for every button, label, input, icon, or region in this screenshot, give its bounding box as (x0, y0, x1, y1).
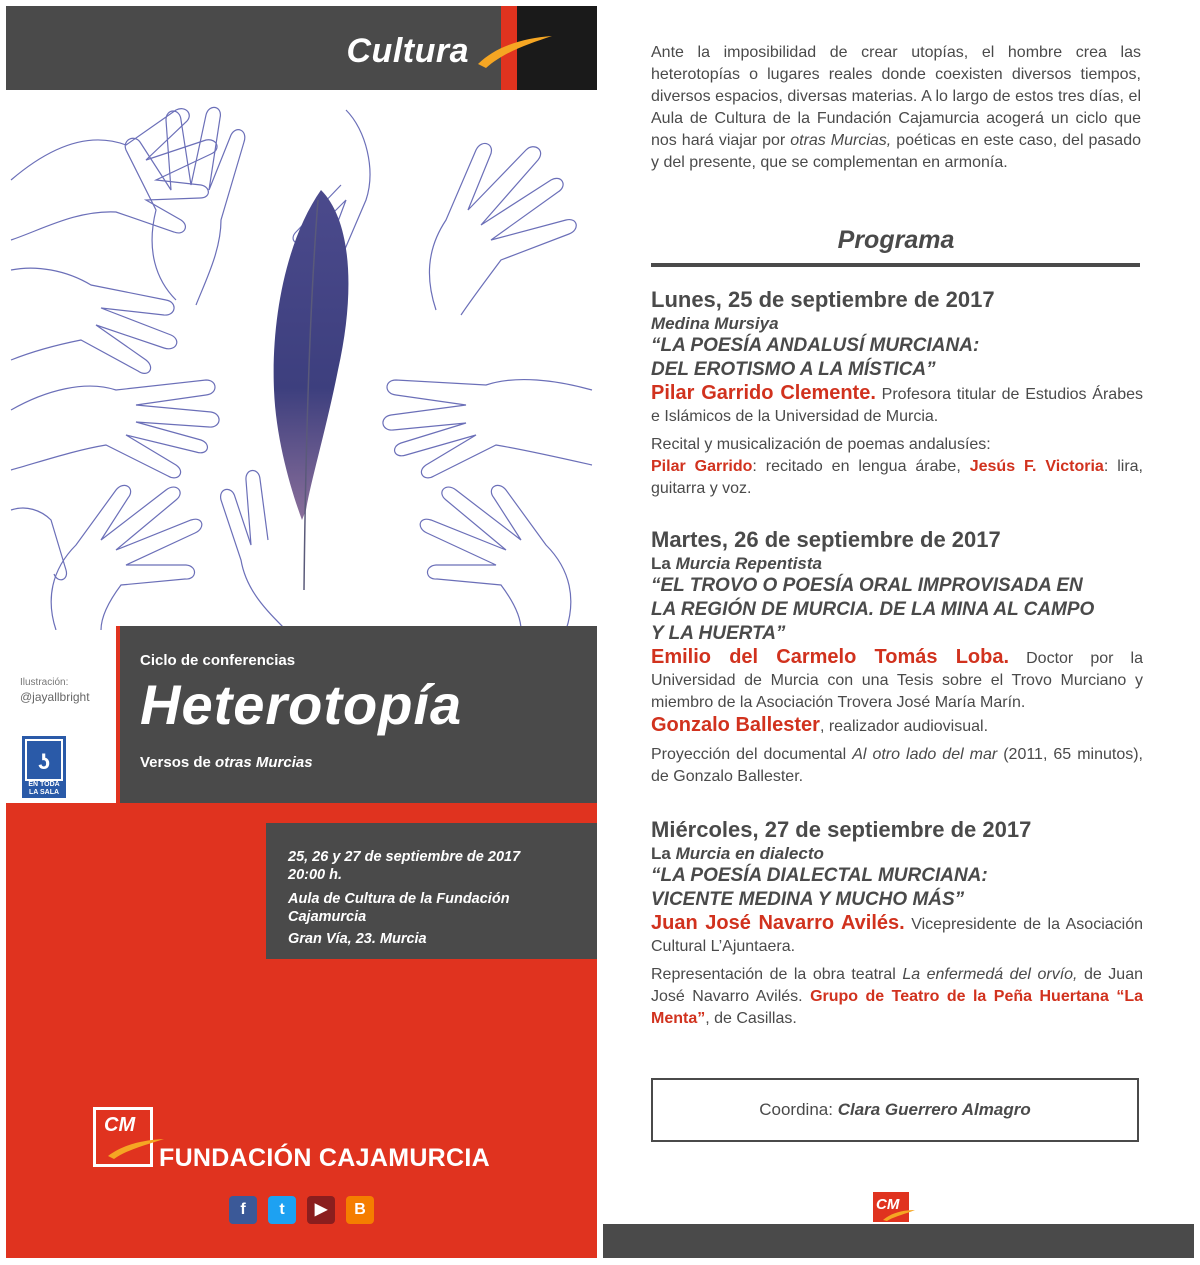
speaker2-desc: , realizador audiovisual. (819, 718, 989, 735)
footer-bar (603, 1224, 1194, 1258)
series-prefix: La (651, 844, 676, 863)
speaker-name: Pilar Garrido Clemente. (651, 382, 876, 404)
event-tuesday (651, 526, 1143, 788)
venue-line-1: Aula de Cultura de la Fundación (288, 891, 510, 907)
venue-line-2: Cajamurcia (288, 909, 367, 925)
cm-logo-text: CM (104, 1114, 136, 1136)
event-day: Miércoles, 27 de septiembre de 2017 (651, 817, 1032, 842)
event-day: Martes, 26 de septiembre de 2017 (651, 527, 1001, 552)
event-note (651, 434, 1143, 500)
main-title: Heterotopía (140, 673, 463, 736)
facebook-icon[interactable]: f (229, 1196, 257, 1224)
subtitle-italic: otras Murcias (215, 754, 313, 771)
event-note (651, 964, 1143, 1030)
speaker-desc: Vicepresidente de la Asociación Cultural L’Ajuntaera. (651, 916, 1144, 955)
foundation-name: FUNDACIÓN CAJAMURCIA (159, 1144, 490, 1172)
cm-swoosh-icon (106, 1136, 166, 1160)
speaker-name: Juan José Navarro Avilés. (651, 912, 905, 934)
note-text-1: : recitado en lengua árabe, (752, 458, 970, 475)
event-wednesday (651, 816, 1143, 1030)
talk-title-2: DEL EROTISMO A LA MÍSTICA” (651, 359, 936, 380)
credit-label: Ilustración: (20, 677, 69, 688)
youtube-icon[interactable]: ▶ (307, 1196, 335, 1224)
event-info-block (266, 823, 597, 959)
program-page (603, 6, 1194, 1258)
play-title: La enfermedá del orvío, (902, 966, 1078, 983)
event-series (651, 843, 1143, 864)
hearing-loop-icon: ʖ (25, 739, 63, 781)
hearing-label-1: EN TODA (28, 781, 60, 788)
speaker-2 (651, 714, 1143, 738)
flyer-cover (6, 6, 597, 1258)
series-italic: Medina Mursiya (651, 314, 779, 333)
hearing-label-2: LA SALA (28, 789, 60, 796)
cm-small-swoosh-icon (881, 1208, 917, 1222)
event-day: Lunes, 25 de septiembre de 2017 (651, 287, 995, 312)
header-bar (6, 6, 597, 90)
film-title: Al otro lado del mar (852, 746, 998, 763)
hearing-loop-badge (22, 736, 66, 798)
note-text-a: Representación de la obra teatral (651, 966, 903, 983)
coordinator-box (651, 1078, 1139, 1142)
talk-title-1: “EL TROVO O POESÍA ORAL IMPROVISADA EN (651, 575, 1083, 596)
talk-title-2: VICENTE MEDINA Y MUCHO MÁS” (651, 889, 965, 910)
illustration-credit (20, 676, 90, 704)
performer-1: Pilar Garrido (651, 458, 753, 475)
event-monday (651, 286, 1143, 500)
event-dates: 25, 26 y 27 de septiembre de 2017 (288, 849, 521, 865)
note-intro: Recital y musicalización de poemas andalusíes: (651, 436, 991, 453)
speaker-desc: Doctor por la Universidad de Murcia con una Tesis sobre el Trovo Murciano y miembro de la Asociación Trovera José María Marín. (651, 650, 1143, 711)
event-series (651, 313, 1143, 334)
subtitle (140, 754, 313, 771)
cm-logo-small (873, 1192, 909, 1222)
speaker2-name: Gonzalo Ballester (651, 714, 820, 736)
performer-2: Jesús F. Victoria (969, 458, 1104, 475)
theatre-group: Grupo de Teatro de la Peña Huertana “La Menta” (651, 988, 1143, 1027)
hands-feather-illustration (6, 90, 597, 630)
speaker-desc: Profesora titular de Estudios Árabes e Islámicos de la Universidad de Murcia. (651, 386, 1144, 425)
event-series (651, 553, 1143, 574)
credit-handle: @jayallbright (20, 690, 90, 704)
note-text-b: (2011, 65 minutos), de Gonzalo Ballester. (651, 746, 1144, 785)
swoosh-icon (476, 30, 556, 70)
speaker (651, 912, 1143, 958)
talk-title-3: Y LA HUERTA” (651, 623, 786, 644)
subtitle-prefix: Versos de (140, 754, 216, 771)
coordinator-label: Coordina: (759, 1100, 838, 1119)
intro-text-a: Ante la imposibilidad de crear utopías, el hombre crea las heterotopías o lugares reales donde coexisten diversos tiempos, diversos espacios, diversas materias. A lo largo de estos tres días, el Aula de Cultura de la Fundación Cajamurcia acogerá un ciclo que nos hará viajar por (651, 44, 1141, 149)
program-title: Programa (837, 226, 955, 254)
talk-title-1: “LA POESÍA ANDALUSÍ MURCIANA: (651, 335, 980, 356)
event-note (651, 744, 1143, 788)
cm-logo (93, 1107, 153, 1167)
talk-title-2: LA REGIÓN DE MURCIA. DE LA MINA AL CAMPO (651, 599, 1095, 620)
note-text-c: , de Casillas. (705, 1010, 797, 1027)
twitter-icon[interactable]: t (268, 1196, 296, 1224)
cm-logo-small-text: CM (876, 1196, 900, 1213)
note-text-a: Proyección del documental (651, 746, 853, 763)
coordinator-name: Clara Guerrero Almagro (837, 1100, 1031, 1119)
speaker (651, 646, 1143, 714)
cultura-label: Cultura (346, 32, 469, 70)
kicker: Ciclo de conferencias (140, 652, 296, 669)
intro-paragraph (651, 42, 1141, 174)
speaker (651, 382, 1143, 428)
speaker-name: Emilio del Carmelo Tomás Loba. (651, 646, 1010, 668)
series-prefix: La (651, 554, 676, 573)
venue-address: Gran Vía, 23. Murcia (288, 931, 427, 947)
intro-text-b: poéticas en este caso, del pasado y del presente, que se complementan en armonía. (651, 132, 1142, 171)
talk-title-1: “LA POESÍA DIALECTAL MURCIANA: (651, 865, 988, 886)
event-time: 20:00 h. (288, 867, 342, 883)
note-text-b: de Juan José Navarro Avilés. (651, 966, 1143, 1005)
note-text-2: : lira, guitarra y voz. (651, 458, 1143, 497)
blogger-icon[interactable]: B (346, 1196, 374, 1224)
series-italic: Murcia en dialecto (675, 844, 824, 863)
series-italic: Murcia Repentista (675, 554, 822, 573)
program-rule (651, 263, 1140, 267)
intro-text-em: otras Murcias, (790, 132, 892, 149)
title-block (116, 626, 597, 803)
